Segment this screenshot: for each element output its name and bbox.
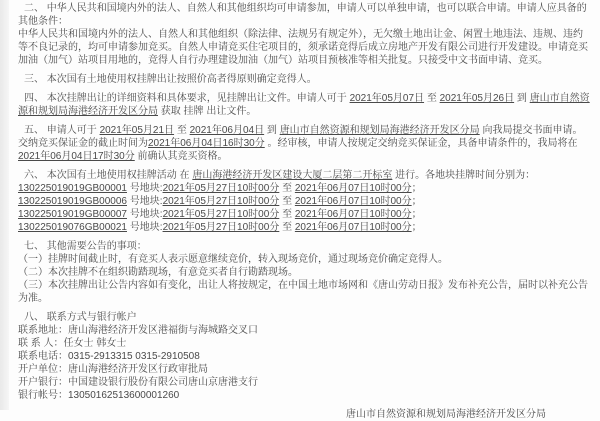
underlined-value: 2021年05月07日 xyxy=(349,93,425,104)
parcel-line-2 xyxy=(18,195,592,208)
contact-person xyxy=(18,337,592,350)
underlined-value: 2021年06月07日10时00分 xyxy=(294,183,412,194)
page-left-edge xyxy=(0,0,9,410)
underlined-value: 2021年05月21日 xyxy=(99,125,175,136)
underlined-value: 2021年05月27日10时00分 xyxy=(162,183,280,194)
underlined-value: 2021年06月07日10时00分 xyxy=(294,209,412,220)
section-8-heading xyxy=(18,311,592,324)
text-run: 号地块: xyxy=(127,196,163,207)
text-run: 六、 本次国有土地使用权挂牌活动 在 xyxy=(24,170,193,181)
text-run: 前确认其竞买资格。 xyxy=(134,151,228,162)
document-body xyxy=(18,2,592,421)
underlined-value: 2021年06月04日 xyxy=(189,125,265,136)
text-run: 号地块: xyxy=(127,183,163,194)
section-2-body xyxy=(18,28,592,67)
section-5 xyxy=(18,124,592,163)
text-run: 至 xyxy=(279,183,295,194)
text-run: 号地块: xyxy=(127,209,163,220)
underlined-value: 2021年05月27日10时00分 xyxy=(162,196,280,207)
text-run: （二）本次挂牌不在组织勘踏现场，有意竞买者自行勘踏现场。 xyxy=(18,267,298,278)
contact-address xyxy=(18,324,592,337)
section-7-item-3 xyxy=(18,279,592,305)
section-2-heading xyxy=(18,2,592,28)
text-run: ； xyxy=(411,183,422,194)
text-run: 至 xyxy=(424,93,440,104)
text-run: 到 xyxy=(264,125,280,136)
underlined-value: 2021年06月07日10时00分 xyxy=(294,196,412,207)
account-holder xyxy=(18,363,592,376)
underlined-value: 2021年05月27日10时00分 xyxy=(162,222,280,233)
section-4 xyxy=(18,92,592,118)
text-run: 联系地址：唐山海港经济开发区港福街与海城路交叉口 xyxy=(18,325,258,336)
text-run: 联 系 人：任女士 韩女士 xyxy=(18,338,127,349)
underlined-value: 唐山市自然资源和规划局海港经济开发区分局 xyxy=(279,125,480,136)
text-run: 中华人民共和国境内外的法人、自然人和其他组织（除法律、法规另有规定外），无欠缴土地出让金、闲置土地违法、违规、违约等不良记录的，均可申请参加竞买。自然人申请竞买住宅项目的，须承诺竞得后成立房地产开发有限公司进行开发建设。申请竞买加油（加气）站项目用地的，竞得人自行办理建设加油（加气）站项目预核准等相关批复。只接受中文书面申请、竞买。 xyxy=(18,29,588,66)
underlined-value: 130225019076GB00021 xyxy=(18,222,127,233)
section-7-item-1 xyxy=(18,253,592,266)
text-run: 向我局提交书面申请。交纳竞买保证金的截止时间为 xyxy=(18,125,583,149)
text-run: 八、 联系方式与银行帐户 xyxy=(24,312,137,323)
underlined-value: 唐山市自然资源和规划局海港经济开发区分局 xyxy=(18,93,590,117)
text-run: 号地块: xyxy=(127,222,163,233)
section-6-heading xyxy=(18,169,592,182)
bank-account-number xyxy=(18,389,592,402)
underlined-value: 130225019019GB00006 xyxy=(18,196,127,207)
text-run: 至 xyxy=(279,222,295,233)
text-run: 唐山市自然资源和规划局海港经济开发区分局 xyxy=(346,409,546,420)
text-run: ； xyxy=(411,209,422,220)
text-run: 联系电话：0315-2913315 0315-2910508 xyxy=(18,351,200,362)
text-run: （一）挂牌时间截止时，有竞买人表示愿意继续竞价，转入现场竞价，通过现场竞价确定竞得人。 xyxy=(18,254,448,265)
text-run: 至 xyxy=(279,209,295,220)
text-run: 七、 其他需要公告的事项： xyxy=(24,241,147,252)
text-run: 开户单位：唐山海港经济开发区行政审批局 xyxy=(18,364,208,375)
text-run: ； xyxy=(411,222,422,233)
section-7-heading xyxy=(18,240,592,253)
text-run: 三、 本次国有土地使用权挂牌出让按照价高者得原则确定竞得人。 xyxy=(24,74,317,85)
text-run: 到 xyxy=(514,93,530,104)
text-run: ； xyxy=(411,196,422,207)
underlined-value: 2021年06月07日10时00分 xyxy=(294,222,412,233)
text-run: 四、 本次挂牌出让的详细资料和具体要求，见挂牌出让文件。申请人可于 xyxy=(24,93,350,104)
underlined-value: 2021年06月04日16时30分 xyxy=(148,138,265,149)
text-run: 五、 申请人可于 xyxy=(24,125,100,136)
contact-phone xyxy=(18,350,592,363)
text-run: （三）本次挂牌出让公告内容如有变化，出让人将按规定，在中国土地市场网和《唐山劳动日报》发布补充公告，届时以补充公告为准。 xyxy=(18,280,588,304)
text-run: 至 xyxy=(174,125,190,136)
text-run: 至 xyxy=(279,196,295,207)
issuer-signature xyxy=(18,408,592,421)
parcel-line-3 xyxy=(18,208,592,221)
text-run: 进行。各地块挂牌时间分别为： xyxy=(392,170,536,181)
underlined-value: 2021年06月04日17时30分 xyxy=(18,151,135,162)
section-3 xyxy=(18,73,592,86)
parcel-line-1 xyxy=(18,182,592,195)
text-run: 。经审核，申请人按规定交纳竞买保证金，具备申请条件的，我局将在 xyxy=(264,138,578,149)
section-7-item-2 xyxy=(18,266,592,279)
bank-name xyxy=(18,376,592,389)
text-run: 二、 中华人民共和国境内外的法人、自然人和其他组织均可申请参加，申请人可以单独申请，也可以联合申请。申请人应具备的其他条件： xyxy=(18,3,587,27)
text-run: 银行帐号：13050162513600001260 xyxy=(18,390,180,401)
underlined-value: 130225019019GB00007 xyxy=(18,209,127,220)
parcel-line-4 xyxy=(18,221,592,234)
text-run: 获取 挂牌 出让文件。 xyxy=(158,106,257,117)
underlined-value: 2021年05月27日10时00分 xyxy=(162,209,280,220)
underlined-value: 130225019019GB00001 xyxy=(18,183,127,194)
underlined-value: 2021年05月26日 xyxy=(439,93,515,104)
underlined-value: 唐山海港经济开发区建设大厦二层第二开标室 xyxy=(192,170,393,181)
text-run: 开户银行：中国建设银行股份有限公司唐山京唐港支行 xyxy=(18,377,258,388)
